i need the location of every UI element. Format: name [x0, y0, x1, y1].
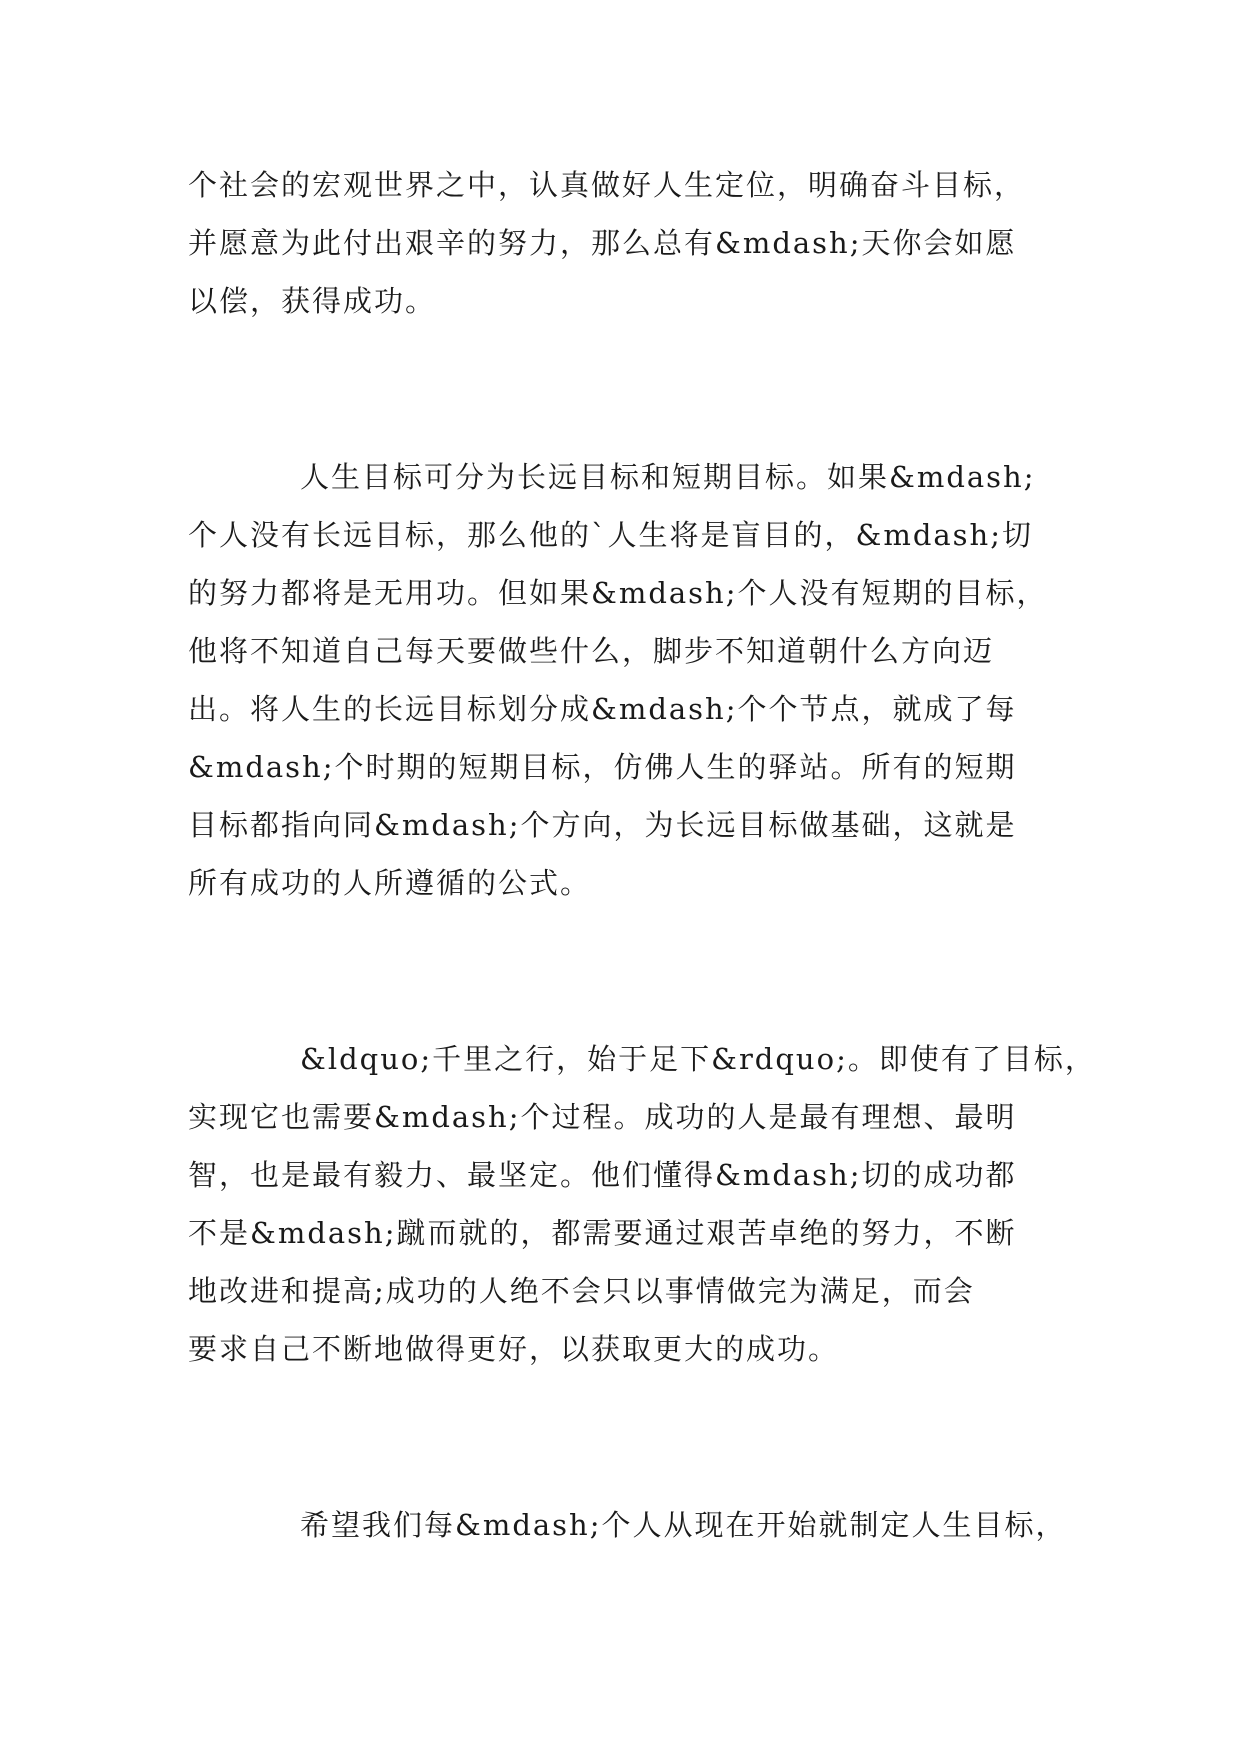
text-line: 他将不知道自己每天要做些什么，脚步不知道朝什么方向迈 [188, 634, 995, 668]
paragraph-1 [188, 156, 1068, 330]
text-line: 并愿意为此付出艰辛的努力，那么总有&mdash;天你会如愿 [188, 226, 1017, 260]
text-line: 希望我们每&mdash;个人从现在开始就制定人生目标， [300, 1508, 1067, 1542]
text-line: 智，也是最有毅力、最坚定。他们懂得&mdash;切的成功都 [188, 1158, 1017, 1192]
text-line: 个社会的宏观世界之中，认真做好人生定位，明确奋斗目标， [188, 168, 1026, 202]
text-line: 以偿，获得成功。 [188, 284, 437, 318]
text-line: 所有成功的人所遵循的公式。 [188, 866, 592, 900]
paragraph-3 [188, 1030, 1096, 1378]
text-line: &mdash;个时期的短期目标，仿佛人生的驿站。所有的短期 [188, 750, 1017, 784]
text-line: 目标都指向同&mdash;个方向，为长远目标做基础，这就是 [188, 808, 1017, 842]
text-line: 出。将人生的长远目标划分成&mdash;个个节点，就成了每 [188, 692, 1017, 726]
text-line: 的努力都将是无用功。但如果&mdash;个人没有短期的目标， [188, 576, 1048, 610]
text-line: 地改进和提高;成功的人绝不会只以事情做完为满足，而会 [188, 1274, 975, 1308]
text-line: &ldquo;千里之行，始于足下&rdquo;。即使有了目标， [300, 1042, 1096, 1076]
paragraph-4 [188, 1496, 1068, 1554]
paragraph-2 [188, 448, 1068, 912]
text-line: 人生目标可分为长远目标和短期目标。如果&mdash; [300, 460, 1036, 494]
text-line: 个人没有长远目标，那么他的`人生将是盲目的，&mdash;切 [188, 518, 1033, 552]
text-line: 实现它也需要&mdash;个过程。成功的人是最有理想、最明 [188, 1100, 1017, 1134]
text-line: 不是&mdash;蹴而就的，都需要通过艰苦卓绝的努力，不断 [188, 1216, 1017, 1250]
text-line: 要求自己不断地做得更好，以获取更大的成功。 [188, 1332, 840, 1366]
